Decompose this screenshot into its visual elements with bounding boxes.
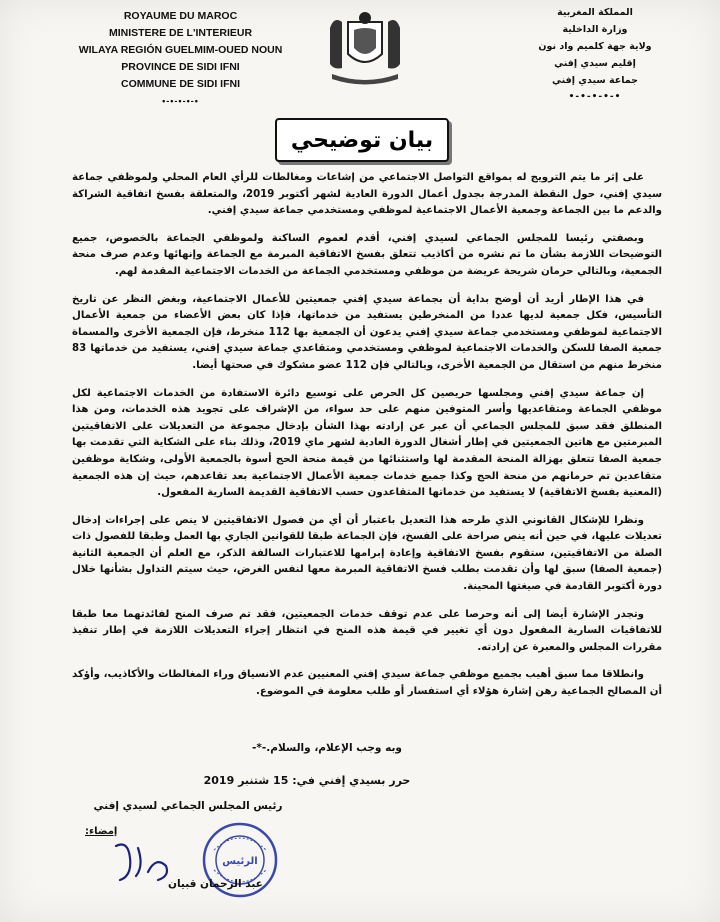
header-fr-line-3: WILAYA REGIÓN GUELMIM-OUED NOUN [78, 44, 283, 56]
signature-label: إمضاء: [85, 826, 118, 837]
paragraph: وبصفتي رئيسا للمجلس الجماعي لسيدي إفني، أقدم لعموم الساكنة ولموظفي الجماعة بالخصوص، جميع التوضيحات اللازمة بشأن ما تم نشره من أكاذيب تتعلق بفسخ الاتفاقية المبرمة مع الجماعة وإنهائها وعدم صرف منحة الجمعية، وبالتالي حرمان شريحة عريضة من موظفي ومستخدمي الجماعة من الخدمات الاجتماعية المقدمة لهم. [72, 232, 662, 277]
header-arabic [475, 4, 652, 106]
signatory-title: رئيس المجلس الجماعي لسيدي إفني [93, 800, 283, 812]
closing-line: وبه وجب الإعلام، والسلام.-*- [252, 742, 402, 754]
header-french [58, 8, 303, 110]
paragraph: إن جماعة سيدي إفني ومجلسها حريصين كل الحرص على توسيع دائرة الاستفادة من الخدمات الاجتماعية لكل موظفي الجماعة ومتقاعديها وأسر المتوفين منهم على حد سواء، من الإشراف على تجويد هذه الخدمات، ومن هذا المنطلق فقد سبق للمجلس الجماعي أن عبر عن إرادته بهذا الشأن بإدخال مجموعة من التعديلات على الاتفاقيتين المبرمتين مع هاتين الجمعيتين في إطار أشغال الدورة العادية لشهر ماي 2019، وذلك بناء على الشكاية التي تقدمت بها جمعية الصفا تتعلق بهزالة المنحة المقدمة لها واستثنائها من قيمة منحة الحج أسوة بالجمعية الأولى، وشكاية موظفين متقاعدين تم حرمانهم من منحة الحج وكذا جميع خدمات جمعية الأعمال الاجتماعية بعد تقاعدهم، حيث إن هذه الجمعية (المعنية بفسخ الاتفاقية) لا يستفيد من خدماتها المتقاعدون حسب الاتفاقية القديمة السارية المفعول. [72, 387, 662, 499]
paragraph: في هذا الإطار أريد أن أوضح بداية أن بجماعة سيدي إفني جمعيتين للأعمال الاجتماعية، وبغض النظر عن تاريخ التأسيس، فكل جمعية لديها عددا من المنخرطين يستفيد من خدماتها، فإذا كان بعض الأعضاء من جمعية الأعمال الاجتماعية لموظفي ومستخدمي جماعة سيدي إفني يدعون أن الجمعية بها 112 منخرط، فإن الجمعية الأخرى والمسماة جمعية الصفا للسكن والخدمات الاجتماعية لموظفي ومستخدمي ومتقاعدي جماعة سيدي إفني، يستفيد من خدماتها 83 منخرط منهم من استقال من الجمعية الأخرى، وبالتالي فإن 112 عضو مشكوك في صحتها أيضا. [72, 293, 662, 371]
header-ar-line-1: المملكة المغربية [557, 7, 633, 18]
signature-block [78, 800, 298, 812]
paragraph: ونظرا للإشكال القانوني الذي طرحه هذا التعديل باعتبار أن أي من فصول الاتفاقيتين لا ينص على إجراءات إدخال تعديلات عليها، في حين أنه ينص صراحة على الفسخ، فإن الجماعة طبقا للقوانين الجاري بها العمل وطبقا للفصول ذات الصلة من الاتفاقيتين، ستقوم بفسخ الاتفاقية وإعادة إبرامها للاعتبارات السالفة الذكر، مع العلم أن الجمعية الثانية (جمعية الصفا) سبق لها وأن تقدمت بطلب فسخ الاتفاقية المبرمة معها لنفس الغرض، حيث سيتم التداول بشأنها خلال دورة أكتوبر القادمة في صيغتها المحينة. [72, 514, 662, 593]
coat-of-arms-icon [320, 8, 410, 86]
header-fr-line-4: PROVINCE DE SIDI IFNI [121, 61, 240, 73]
document-title: بيان توضيحي [275, 118, 449, 162]
paragraph: وانطلاقا مما سبق أهيب بجميع موظفي جماعة سيدي إفني المعنيين عدم الانسياق وراء المغالطات والأكاذيب، وأؤكد أن المصالح الجماعية رهن إشارة هؤلاء أي استفسار أو طلب معلومة في الموضوع. [72, 669, 662, 698]
paragraph: وتجدر الإشارة أيضا إلى أنه وحرصا على عدم توقف خدمات الجمعيتين، فقد تم صرف المنح لفائدتهما معا طبقا للاتفاقيات السارية المفعول دون أي تغيير في قيمة هذه المنح في انتظار إجراء التعديلات اللازمة في إطار تنفيذ مقررات المجلس والمعبرة عن إرادته. [72, 608, 662, 653]
stamp-text: الرئيس [222, 856, 258, 867]
place-date: حرر بسيدي إفني في: 15 شتنبر 2019 [203, 774, 411, 787]
header-ar-line-5: جماعة سيدي إفني [551, 75, 639, 86]
header-ar-line-4: إقليم سيدي إفني [554, 58, 636, 69]
header-fr-line-5: COMMUNE DE SIDI IFNI [120, 78, 240, 90]
document-body [72, 170, 662, 712]
header-fr-dots: •-•-•-•-• [162, 96, 199, 106]
header-ar-line-2: وزارة الداخلية [562, 24, 628, 35]
header-fr-line-1: ROYAUME DU MAROC [123, 10, 238, 22]
header-fr-line-2: MINISTERE DE L'INTERIEUR [108, 27, 253, 39]
header-ar-dots: •-•-•-•-• [568, 92, 622, 102]
header-ar-line-3: ولاية جهة كلميم واد نون [538, 41, 652, 52]
signatory-name: عبد الرحمان قبيان [168, 878, 263, 890]
paragraph: على إثر ما يتم الترويج له بمواقع التواصل الاجتماعي من إشاعات ومغالطات للرأي العام المحلي ولموظفي جماعة سيدي إفني، حول النقطة المدرجة بجدول أعمال الدورة العادية لشهر أكتوبر 2019، والمتعلقة بفسخ اتفاقية الشراكة والدعم ما بين الجماعة وجمعية الأعمال الاجتماعية لموظفي ومستخدمي جماعة سيدي إفني. [72, 172, 662, 217]
